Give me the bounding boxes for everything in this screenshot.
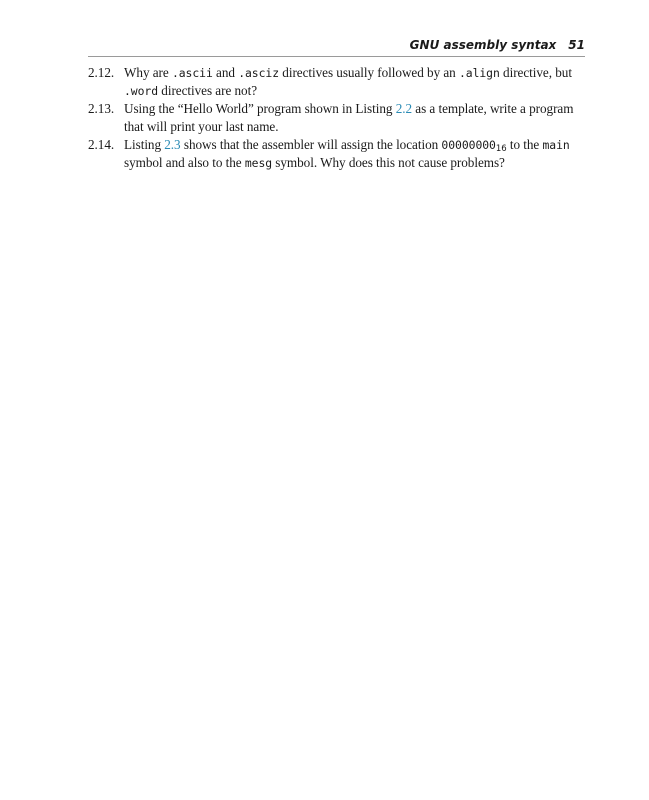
exercise-2-12 (88, 64, 585, 100)
exercise-text: symbol and also to the (124, 155, 245, 170)
exercise-text: directive, but (499, 65, 572, 80)
exercise-2-13 (88, 100, 585, 136)
code-mesg: mesg (244, 156, 273, 170)
exercise-text: symbol. Why does this not cause problems? (272, 155, 505, 170)
listing-link[interactable]: 2.3 (164, 137, 181, 152)
exercise-text: as a template, write a program that will print your last name. (124, 101, 574, 134)
code-address: 00000000 (441, 138, 496, 152)
exercise-text: and (212, 65, 239, 80)
exercise-text: to the (506, 137, 543, 152)
exercise-text: directives usually followed by an (279, 65, 459, 80)
code-ascii: .ascii (171, 66, 213, 80)
code-align: .align (458, 66, 500, 80)
exercise-list (88, 64, 585, 172)
exercise-number: 2.12. (88, 65, 115, 80)
page-number: 51 (568, 38, 585, 52)
exercise-text: Listing (124, 137, 165, 152)
code-asciz: .asciz (238, 66, 280, 80)
exercise-text: shows that the assembler will assign the location (180, 137, 442, 152)
exercise-text: directives are not? (158, 83, 258, 98)
code-main: main (542, 138, 570, 152)
header-rule (88, 56, 585, 57)
listing-link[interactable]: 2.2 (395, 101, 413, 116)
code-word: .word (124, 84, 159, 98)
base-subscript: 16 (495, 144, 507, 154)
exercise-number: 2.13. (88, 101, 115, 116)
exercise-number: 2.14. (88, 137, 115, 152)
running-header (88, 37, 585, 53)
chapter-title: GNU assembly syntax (409, 38, 557, 52)
exercise-text: Why are (124, 65, 172, 80)
exercise-2-14 (88, 136, 585, 172)
exercise-text: Using the “Hello World” program shown in Listing (124, 101, 396, 116)
